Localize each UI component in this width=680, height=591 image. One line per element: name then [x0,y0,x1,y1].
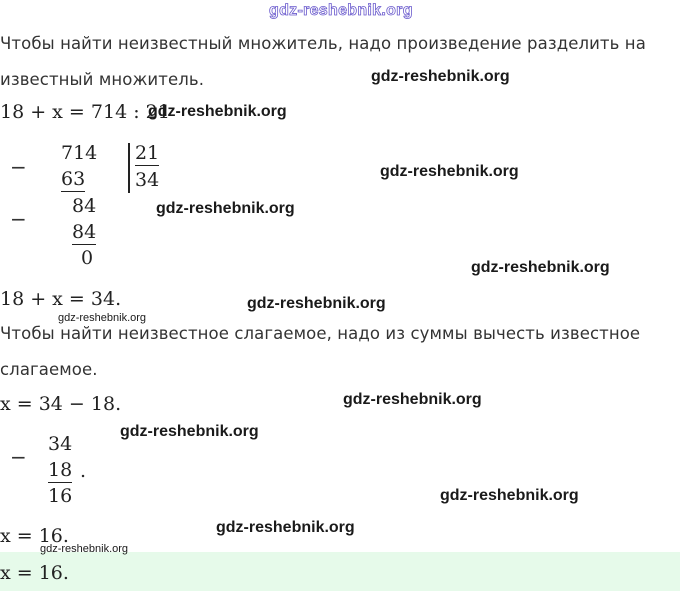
minus-sign: − [10,445,27,469]
subtrahend-1: 63 [61,168,86,190]
rule-text-line1: Чтобы найти неизвестный множитель, надо произведение разделить на [0,34,646,53]
watermark: gdz-reshebnik.org [440,487,579,504]
remainder-final: 0 [81,247,94,269]
subtrahend-2: 84 [72,221,97,243]
rule-text-line2: известный множитель. [0,70,205,89]
equation-division: 18 + x = 714 : 21 [0,101,170,123]
watermark: gdz-reshebnik.org [471,259,610,276]
answer-equation: x = 16. [0,562,69,584]
watermark: gdz-reshebnik.org [120,423,259,440]
watermark: gdz-reshebnik.org [371,68,510,85]
rule-text-line1: Чтобы найти неизвестное слагаемое, надо из суммы вычесть известное [0,324,641,343]
subtrahend: 18 [48,459,73,481]
answer-highlight [0,552,680,591]
quotient: 34 [135,169,160,191]
trailing-dot: . [80,460,87,482]
watermark-small: gdz-reshebnik.org [40,543,129,555]
watermark: gdz-reshebnik.org [380,163,519,180]
watermark: gdz-reshebnik.org [148,103,287,120]
equation-result-2: x = 16. [0,525,69,547]
remainder-1: 84 [72,195,97,217]
watermark: gdz-reshebnik.org [247,295,386,312]
minus-sign: − [10,155,27,179]
dividend: 714 [61,142,98,164]
minuend: 34 [48,433,73,455]
equation-subtraction: x = 34 − 18. [0,393,122,415]
watermark-small: gdz-reshebnik.org [58,312,147,324]
rule-text-line2: слагаемое. [0,360,98,379]
division-bracket [128,143,130,193]
equation-result-1: 18 + x = 34. [0,288,122,310]
watermark-top: gdz-reshebnik.org [269,2,413,19]
watermark: gdz-reshebnik.org [343,391,482,408]
watermark: gdz-reshebnik.org [156,200,295,217]
difference: 16 [48,485,73,507]
minus-sign: − [10,207,27,231]
divisor: 21 [135,142,160,164]
watermark: gdz-reshebnik.org [216,519,355,536]
